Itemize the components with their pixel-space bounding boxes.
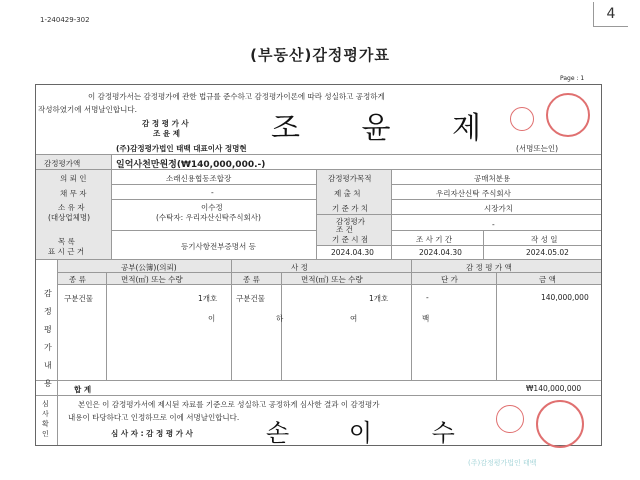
- total-label: 합 계: [74, 385, 92, 394]
- list-value: 등기사항전부증명서 등: [181, 242, 256, 251]
- client-value: 소래신용협동조합장: [166, 174, 232, 183]
- reviewer-small-seal-icon: [496, 405, 524, 433]
- col-kind-public: 종 류: [69, 275, 86, 284]
- row-qty-actual: 1개호: [369, 294, 389, 303]
- small-seal-icon: [510, 107, 534, 131]
- appraiser-label: 감 정 평 가 사: [142, 119, 189, 128]
- intro-line-2: 작성하였기에 서명날인합니다.: [38, 105, 137, 114]
- review-side-label: 심 사 확 인: [42, 400, 49, 438]
- date-written-value: 2024.05.02: [526, 248, 569, 257]
- owner-value: 이수정: [201, 203, 223, 212]
- reviewer-label: 심 사 자 : 감 정 평 가 사: [111, 429, 193, 438]
- condition-label-sub: 조 건: [336, 225, 353, 234]
- row-kind-actual: 구분건물: [236, 294, 265, 303]
- submit-label: 제 출 처: [334, 189, 361, 198]
- list-label: 목 록: [58, 237, 75, 246]
- list-label-sub: 표 시 근 거: [48, 247, 85, 256]
- debtor-label: 채 무 자: [60, 189, 87, 198]
- side-label: 감 정 평 가 내 용: [44, 289, 52, 388]
- col-area-actual: 면적(㎡) 또는 수량: [301, 275, 363, 284]
- basis-label: 기 준 가 치: [332, 204, 369, 213]
- col-kind-actual: 종 류: [243, 275, 260, 284]
- submit-value: 우리자산신탁 주식회사: [436, 189, 511, 198]
- row-qty-public: 1개호: [198, 294, 218, 303]
- date-header-basis: 기 준 시 점: [332, 235, 369, 244]
- intro-line-1: 이 감정평가서는 감정평가에 관한 법규를 준수하고 감정평가이론에 따라 성실하고 공정하게: [88, 92, 385, 101]
- review-line-1: 본인은 이 감정평가서에 제시된 자료를 기준으로 성실하고 공정하게 심사한 결과 이 감정평가: [78, 400, 380, 409]
- seal-stamp-icon: [546, 93, 590, 137]
- page-tab-number: 4: [593, 2, 628, 27]
- col-area-public: 면적(㎡) 또는 수량: [121, 275, 183, 284]
- footer-watermark: (주)감정평가법인 태백: [468, 459, 537, 467]
- debtor-value: -: [211, 188, 214, 197]
- basis-value: 시장가치: [484, 204, 513, 213]
- owner-label-sub: (대상업체명): [48, 213, 91, 222]
- owner-value-sub: (수탁자: 우리자산신탁주식회사): [156, 213, 261, 222]
- group-value: 감 정 평 가 액: [466, 263, 512, 272]
- condition-value: -: [492, 220, 495, 229]
- appraisal-form: [35, 84, 602, 446]
- review-line-2: 내용이 타당하다고 인정하므로 이에 서명날인합니다.: [68, 413, 240, 422]
- group-actual: 사 정: [291, 263, 308, 272]
- reviewer-signature: 손 이 수: [266, 419, 481, 447]
- col-amount: 금 액: [539, 275, 556, 284]
- client-label: 의 뢰 인: [60, 174, 87, 183]
- total-value: ₩140,000,000: [526, 384, 582, 393]
- purpose-label: 감정평가목적: [328, 174, 372, 183]
- date-header-written: 작 성 일: [531, 235, 558, 244]
- page-title: (부동산)감정평가표: [250, 46, 390, 64]
- row-kind-public: 구분건물: [64, 294, 93, 303]
- blank-marker-1: 이: [208, 314, 216, 323]
- col-unit-price: 단 가: [441, 275, 458, 284]
- blank-marker-2: 하: [276, 314, 284, 323]
- owner-label: 소 유 자: [58, 203, 85, 212]
- date-header-survey: 조 사 기 간: [416, 235, 453, 244]
- page-indicator: Page : 1: [560, 75, 585, 82]
- row-unit-price: -: [426, 293, 429, 302]
- firm-line: (주)감정평가법인 태백 대표이사 정명현: [116, 144, 247, 153]
- sign-note: (서명또는인): [516, 144, 559, 153]
- amount-label: 감정평가액: [44, 159, 81, 168]
- appraiser-signature: 조 윤 제: [271, 111, 508, 146]
- row-amount: 140,000,000: [541, 293, 589, 302]
- date-survey-value: 2024.04.30: [419, 248, 462, 257]
- amount-value: 일억사천만원정(₩140,000,000.-): [116, 160, 266, 170]
- condition-label: 감정평가: [336, 217, 365, 226]
- reviewer-seal-icon: [536, 400, 584, 448]
- blank-marker-3: 여: [350, 314, 358, 323]
- document-id: 1-240429-302: [40, 16, 90, 24]
- group-public: 공부(公簿)(의뢰): [121, 263, 177, 272]
- appraiser-name: 조 윤 제: [153, 129, 180, 138]
- date-basis-value: 2024.04.30: [331, 248, 374, 257]
- blank-marker-4: 백: [422, 314, 430, 323]
- purpose-value: 공매처분용: [474, 174, 511, 183]
